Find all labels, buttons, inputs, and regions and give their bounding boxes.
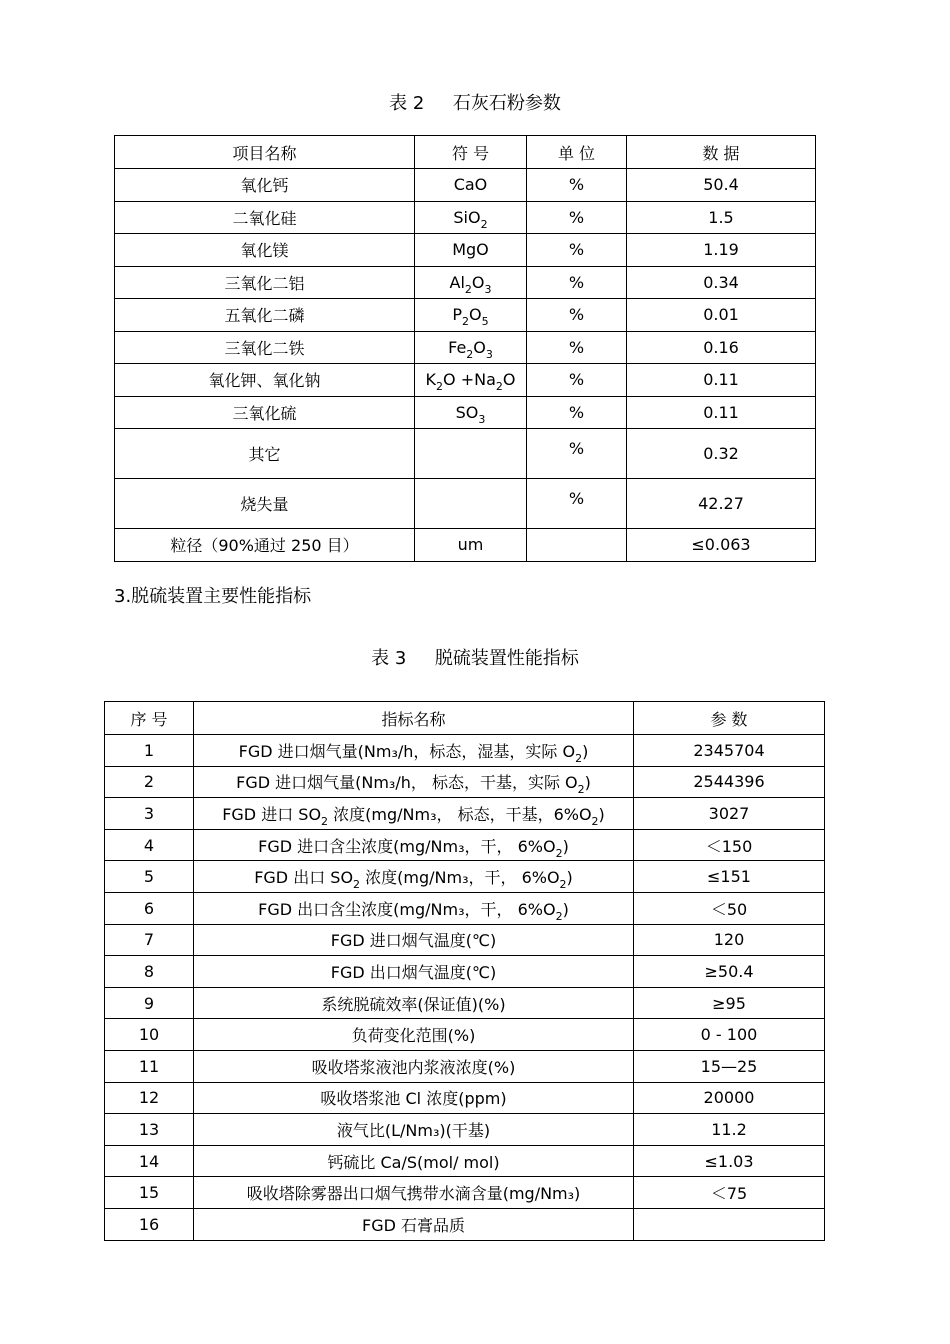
table-row — [115, 331, 816, 364]
table-row — [105, 1145, 825, 1177]
row-number-cell: 2 — [105, 766, 194, 798]
unit-text: % — [568, 175, 585, 195]
text-segment: 吸收塔浆液池内浆液浓度(%) — [311, 1057, 516, 1077]
unit-cell — [527, 299, 627, 332]
value-cell: 0.11 — [627, 364, 816, 397]
text-segment: ) — [584, 773, 591, 793]
row-number-cell: 10 — [105, 1019, 194, 1051]
symbol-cell — [415, 429, 527, 479]
item-name-cell: 氧化钾、氧化钠 — [115, 364, 415, 397]
text-segment: 液气比(L/Nm₃)(干基) — [336, 1120, 491, 1140]
unit-cell — [527, 364, 627, 397]
value-cell: 0.11 — [627, 396, 816, 429]
item-name-cell: 氧化镁 — [115, 234, 415, 267]
item-name-cell: 三氧化硫 — [115, 396, 415, 429]
parameter-value-cell: ＜150 — [634, 829, 825, 861]
row-number-cell: 4 — [105, 829, 194, 861]
table-row — [115, 201, 816, 234]
text-segment: O +Na — [443, 370, 496, 390]
value-cell: 0.32 — [627, 429, 816, 479]
value-cell: 0.16 — [627, 331, 816, 364]
row-number-cell: 16 — [105, 1208, 194, 1240]
unit-text: % — [568, 489, 585, 508]
unit-cell — [527, 529, 627, 562]
indicator-name-cell — [194, 1050, 634, 1082]
indicator-name-cell — [194, 735, 634, 767]
text-segment: 钙硫比 Ca/S(mol/ mol) — [327, 1152, 500, 1172]
subscript-text: 2 — [577, 783, 585, 797]
text-segment: ) — [582, 741, 589, 761]
table-row — [115, 479, 816, 529]
text-segment: P — [452, 305, 463, 325]
parameter-value-cell: ＜75 — [634, 1177, 825, 1209]
text-segment: FGD 进口烟气量(Nm₃/h， 标态，干基，实际 O — [236, 773, 578, 793]
table-row — [115, 234, 816, 267]
indicator-name-cell — [194, 956, 634, 988]
fgd-performance-table — [104, 701, 825, 1241]
text-segment: Fe — [448, 337, 467, 357]
row-number-cell: 14 — [105, 1145, 194, 1177]
subscript-text: 2 — [353, 878, 361, 892]
value-cell: 1.19 — [627, 234, 816, 267]
indicator-name-cell — [194, 1208, 634, 1240]
subscript-text: 2 — [555, 909, 563, 923]
header-unit: 单 位 — [527, 136, 627, 169]
indicator-name-cell — [194, 1082, 634, 1114]
value-cell: ≤0.063 — [627, 529, 816, 562]
row-number-cell: 3 — [105, 798, 194, 830]
indicator-name-cell — [194, 1114, 634, 1146]
unit-cell — [527, 201, 627, 234]
indicator-name-cell — [194, 1019, 634, 1051]
table-row — [105, 861, 825, 893]
unit-text: % — [568, 240, 585, 260]
subscript-text: 2 — [480, 217, 488, 231]
table-row — [115, 396, 816, 429]
header-indicator-name: 指标名称 — [194, 702, 634, 735]
text-segment: 浓度(mg/Nm₃， 标态，干基，6%O — [328, 804, 592, 824]
unit-text: % — [568, 370, 585, 390]
indicator-name-cell — [194, 892, 634, 924]
unit-text: % — [568, 337, 585, 357]
text-segment: um — [457, 535, 484, 555]
text-segment: MgO — [452, 240, 489, 260]
text-segment: 浓度(mg/Nm₃，干， 6%O — [360, 868, 560, 888]
subscript-text: 3 — [484, 282, 492, 296]
value-cell: 50.4 — [627, 169, 816, 202]
row-number-cell: 9 — [105, 987, 194, 1019]
parameter-value-cell: 3027 — [634, 798, 825, 830]
text-segment: 负荷变化范围(%) — [351, 1026, 476, 1046]
item-name-cell: 三氧化二铁 — [115, 331, 415, 364]
symbol-cell — [415, 299, 527, 332]
subscript-text: 2 — [466, 347, 474, 361]
row-number-cell: 12 — [105, 1082, 194, 1114]
table-row — [115, 266, 816, 299]
table-row — [105, 735, 825, 767]
text-segment: ) — [566, 868, 573, 888]
row-number-cell: 5 — [105, 861, 194, 893]
text-segment: O — [471, 272, 485, 292]
symbol-cell — [415, 331, 527, 364]
parameter-value-cell: ≤1.03 — [634, 1145, 825, 1177]
parameter-value-cell: ≤151 — [634, 861, 825, 893]
item-name-cell: 烧失量 — [115, 479, 415, 529]
subscript-text: 2 — [591, 814, 599, 828]
subscript-text: 2 — [495, 380, 503, 394]
text-segment: FGD 进口烟气温度(℃) — [330, 931, 497, 951]
indicator-name-cell — [194, 766, 634, 798]
table3-caption: 表 3 脱硫装置性能指标 — [371, 648, 579, 669]
text-segment: ) — [562, 899, 569, 919]
parameter-value-cell: ＜50 — [634, 892, 825, 924]
table-row — [105, 829, 825, 861]
text-segment: FGD 出口烟气温度(℃) — [330, 962, 497, 982]
table-row — [105, 1019, 825, 1051]
unit-text: % — [568, 402, 585, 422]
symbol-cell — [415, 234, 527, 267]
symbol-cell — [415, 169, 527, 202]
table-row — [115, 299, 816, 332]
text-segment: 吸收塔浆池 Cl 浓度(ppm) — [320, 1089, 507, 1109]
indicator-name-cell — [194, 798, 634, 830]
table-row — [105, 956, 825, 988]
subscript-text: 2 — [321, 814, 329, 828]
table-row — [105, 924, 825, 956]
symbol-cell — [415, 529, 527, 562]
item-name-cell: 其它 — [115, 429, 415, 479]
text-segment: 吸收塔除雾器出口烟气携带水滴含量(mg/Nm₃) — [246, 1184, 581, 1204]
indicator-name-cell — [194, 829, 634, 861]
indicator-name-cell — [194, 1177, 634, 1209]
table-row — [105, 1050, 825, 1082]
table-row — [105, 766, 825, 798]
item-name-cell: 二氧化硅 — [115, 201, 415, 234]
value-cell: 0.34 — [627, 266, 816, 299]
text-segment: K — [425, 370, 437, 390]
header-symbol: 符 号 — [415, 136, 527, 169]
subscript-text: 2 — [436, 380, 444, 394]
row-number-cell: 6 — [105, 892, 194, 924]
table-row — [115, 169, 816, 202]
row-number-cell: 1 — [105, 735, 194, 767]
symbol-cell — [415, 364, 527, 397]
text-segment: O — [473, 337, 486, 357]
header-data: 数 据 — [627, 136, 816, 169]
unit-text: % — [568, 439, 585, 458]
table-row — [105, 1177, 825, 1209]
subscript-text: 2 — [464, 282, 472, 296]
table-row — [115, 364, 816, 397]
text-segment: SiO — [453, 207, 481, 227]
subscript-text: 2 — [575, 751, 583, 765]
row-number-cell: 8 — [105, 956, 194, 988]
unit-cell — [527, 169, 627, 202]
parameter-value-cell: 20000 — [634, 1082, 825, 1114]
item-name-cell: 粒径（90%通过 250 目） — [115, 529, 415, 562]
table-row — [105, 987, 825, 1019]
text-segment: CaO — [453, 175, 488, 195]
subscript-text: 3 — [478, 412, 486, 426]
text-segment: FGD 进口含尘浓度(mg/Nm₃，干， 6%O — [258, 836, 556, 856]
row-number-cell: 13 — [105, 1114, 194, 1146]
header-item-name: 项目名称 — [115, 136, 415, 169]
unit-cell — [527, 331, 627, 364]
subscript-text: 2 — [462, 315, 470, 329]
table-row — [105, 1114, 825, 1146]
subscript-text: 2 — [555, 846, 563, 860]
parameter-value-cell: 2345704 — [634, 735, 825, 767]
parameter-value-cell — [634, 1208, 825, 1240]
text-segment: SO — [455, 402, 479, 422]
limestone-parameters-table — [114, 135, 816, 562]
symbol-cell — [415, 201, 527, 234]
unit-cell — [527, 479, 627, 529]
header-parameter: 参 数 — [634, 702, 825, 735]
table2-caption: 表 2 石灰石粉参数 — [389, 93, 561, 114]
item-name-cell: 五氧化二磷 — [115, 299, 415, 332]
text-segment: O — [502, 370, 516, 390]
unit-cell — [527, 266, 627, 299]
value-cell: 0.01 — [627, 299, 816, 332]
table-row — [105, 1208, 825, 1240]
indicator-name-cell — [194, 987, 634, 1019]
indicator-name-cell — [194, 861, 634, 893]
item-name-cell: 氧化钙 — [115, 169, 415, 202]
text-segment: FGD 出口含尘浓度(mg/Nm₃，干， 6%O — [258, 899, 556, 919]
row-number-cell: 7 — [105, 924, 194, 956]
unit-cell — [527, 429, 627, 479]
text-segment: ) — [562, 836, 569, 856]
row-number-cell: 11 — [105, 1050, 194, 1082]
unit-cell — [527, 234, 627, 267]
parameter-value-cell: ≥95 — [634, 987, 825, 1019]
header-number: 序 号 — [105, 702, 194, 735]
table-row — [115, 529, 816, 562]
value-cell: 1.5 — [627, 201, 816, 234]
text-segment: FGD 进口 SO — [222, 804, 322, 824]
table-row — [105, 892, 825, 924]
parameter-value-cell: 15—25 — [634, 1050, 825, 1082]
indicator-name-cell — [194, 924, 634, 956]
subscript-text: 2 — [559, 878, 567, 892]
symbol-cell — [415, 266, 527, 299]
section-heading: 3.脱硫装置主要性能指标 — [114, 586, 312, 607]
item-name-cell: 三氧化二铝 — [115, 266, 415, 299]
text-segment: O — [469, 305, 482, 325]
text-segment: FGD 进口烟气量(Nm₃/h，标态，湿基，实际 O — [238, 741, 576, 761]
table-row — [115, 429, 816, 479]
subscript-text: 5 — [481, 315, 489, 329]
value-cell: 42.27 — [627, 479, 816, 529]
parameter-value-cell: 11.2 — [634, 1114, 825, 1146]
parameter-value-cell: 120 — [634, 924, 825, 956]
indicator-name-cell — [194, 1145, 634, 1177]
unit-text: % — [568, 207, 585, 227]
text-segment: ) — [598, 804, 605, 824]
subscript-text: 3 — [485, 347, 493, 361]
symbol-cell — [415, 396, 527, 429]
text-segment: FGD 石膏品质 — [361, 1215, 465, 1235]
unit-text: % — [568, 272, 585, 292]
text-segment: FGD 出口 SO — [254, 868, 354, 888]
text-segment: 系统脱硫效率(保证值)(%) — [321, 994, 506, 1014]
symbol-cell — [415, 479, 527, 529]
row-number-cell: 15 — [105, 1177, 194, 1209]
parameter-value-cell: ≥50.4 — [634, 956, 825, 988]
unit-text: % — [568, 305, 585, 325]
table-row — [105, 798, 825, 830]
unit-cell — [527, 396, 627, 429]
parameter-value-cell: 2544396 — [634, 766, 825, 798]
parameter-value-cell: 0 - 100 — [634, 1019, 825, 1051]
table-row — [105, 1082, 825, 1114]
text-segment: Al — [449, 272, 465, 292]
